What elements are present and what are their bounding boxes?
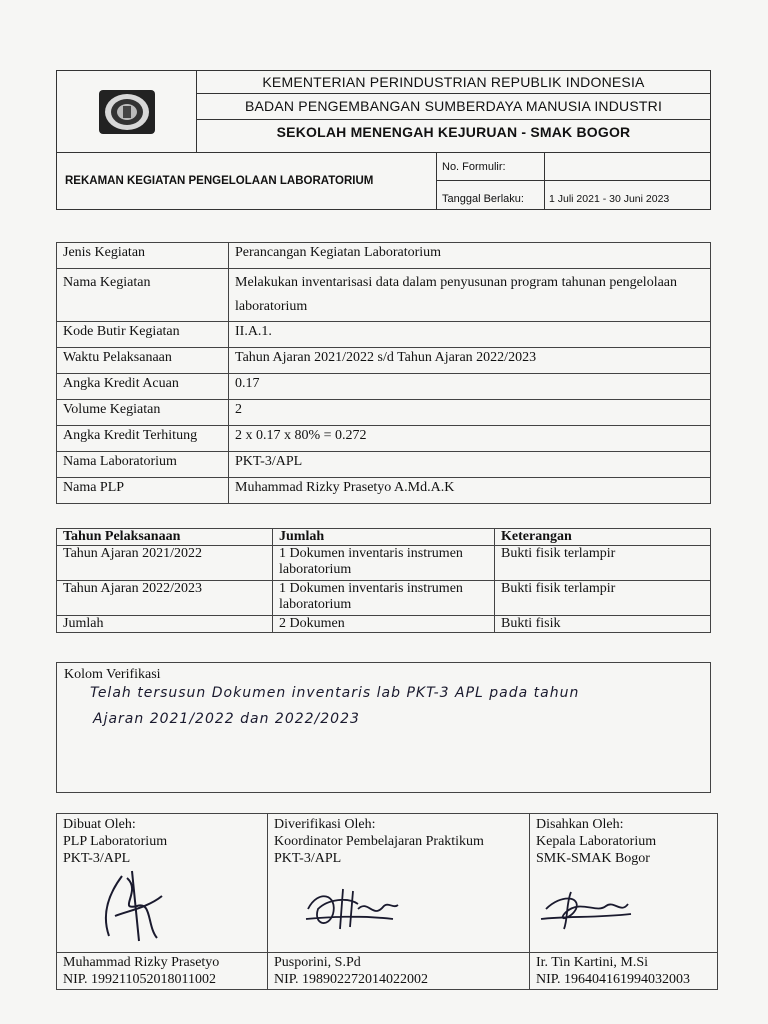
signer-title: Koordinator Pembelajaran Praktikum [274, 834, 484, 849]
document-header [56, 70, 711, 210]
detail-value: 0.17 [229, 374, 711, 400]
signer-title: Kepala Laboratorium [536, 834, 657, 849]
signer-nip: NIP. 196404161994032003 [536, 972, 691, 987]
table-cell: 2 Dokumen [273, 616, 495, 633]
school-logo-icon [96, 87, 158, 137]
signer-title: PLP Laboratorium [63, 834, 168, 849]
record-title: REKAMAN KEGIATAN PENGELOLAAN LABORATORIUM [57, 153, 437, 209]
table-cell: 1 Dokumen inventaris instrumen laboratorium [273, 581, 495, 616]
activity-details-table [56, 242, 711, 504]
agency-title: BADAN PENGEMBANGAN SUMBERDAYA MANUSIA INDUSTRI [244, 98, 663, 114]
signature-image [298, 879, 408, 939]
ministry-title: KEMENTERIAN PERINDUSTRIAN REPUBLIK INDONESIA [262, 74, 645, 90]
signer-nip: NIP. 198902272014022002 [274, 972, 429, 987]
table-header-row [57, 529, 711, 546]
signature-image [87, 866, 187, 946]
table-cell: Bukti fisik terlampir [495, 546, 711, 581]
signature-column-creator [57, 814, 268, 989]
detail-value: 2 [229, 400, 711, 426]
detail-row [57, 243, 711, 269]
detail-key: Kode Butir Kegiatan [57, 322, 229, 348]
signer-unit: PKT-3/APL [274, 851, 342, 866]
column-header: Keterangan [495, 529, 711, 546]
signer-unit: SMK-SMAK Bogor [536, 851, 650, 866]
form-number-label: No. Formulir: [437, 153, 545, 180]
detail-row [57, 400, 711, 426]
detail-row [57, 348, 711, 374]
signer-name: Ir. Tin Kartini, M.Si [536, 955, 649, 970]
detail-value: II.A.1. [229, 322, 711, 348]
detail-value: 2 x 0.17 x 80% = 0.272 [229, 426, 711, 452]
table-row [57, 616, 711, 633]
detail-value: Melakukan inventarisasi data dalam penyusunan program tahunan pengelolaan laboratorium [229, 269, 711, 322]
table-cell: Bukti fisik terlampir [495, 581, 711, 616]
valid-date-label: Tanggal Berlaku: [437, 181, 545, 209]
table-cell: Bukti fisik [495, 616, 711, 633]
detail-key: Angka Kredit Terhitung [57, 426, 229, 452]
column-header: Jumlah [273, 529, 495, 546]
detail-row [57, 452, 711, 478]
table-row [57, 581, 711, 616]
table-cell: Tahun Ajaran 2022/2023 [57, 581, 273, 616]
detail-key: Waktu Pelaksanaan [57, 348, 229, 374]
table-cell: Tahun Ajaran 2021/2022 [57, 546, 273, 581]
signer-name: Pusporini, S.Pd [274, 955, 361, 970]
table-cell: Jumlah [57, 616, 273, 633]
detail-value: Perancangan Kegiatan Laboratorium [229, 243, 711, 269]
signature-column-approver [530, 814, 717, 989]
detail-key: Angka Kredit Acuan [57, 374, 229, 400]
detail-key: Jenis Kegiatan [57, 243, 229, 269]
detail-row [57, 478, 711, 504]
detail-row [57, 322, 711, 348]
table-row [57, 546, 711, 581]
signer-unit: PKT-3/APL [63, 851, 131, 866]
detail-row [57, 374, 711, 400]
detail-key: Nama PLP [57, 478, 229, 504]
detail-row [57, 269, 711, 322]
detail-key: Nama Kegiatan [57, 269, 229, 322]
signer-role: Diverifikasi Oleh: [274, 817, 376, 832]
logo-cell [57, 71, 197, 153]
signer-name: Muhammad Rizky Prasetyo [63, 955, 220, 970]
verification-label: Kolom Verifikasi [64, 667, 161, 682]
signature-image [536, 884, 636, 934]
detail-key: Nama Laboratorium [57, 452, 229, 478]
handwritten-note-line1: Telah tersusun Dokumen inventaris lab PKT-3 APL pada tahun [90, 685, 580, 701]
detail-value: Muhammad Rizky Prasetyo A.Md.A.K [229, 478, 711, 504]
implementation-table [56, 528, 711, 633]
signer-nip: NIP. 199211052018011002 [63, 972, 216, 987]
detail-value: Tahun Ajaran 2021/2022 s/d Tahun Ajaran 2022/2023 [229, 348, 711, 374]
detail-row [57, 426, 711, 452]
school-title: SEKOLAH MENENGAH KEJURUAN - SMAK BOGOR [276, 124, 631, 140]
signer-role: Dibuat Oleh: [63, 817, 136, 832]
handwritten-note-line2: Ajaran 2021/2022 dan 2022/2023 [93, 711, 360, 727]
detail-key: Volume Kegiatan [57, 400, 229, 426]
valid-date-value: 1 Juli 2021 - 30 Juni 2023 [549, 193, 670, 205]
column-header: Tahun Pelaksanaan [57, 529, 273, 546]
signature-column-verifier [268, 814, 530, 989]
detail-value: PKT-3/APL [229, 452, 711, 478]
signer-role: Disahkan Oleh: [536, 817, 624, 832]
verification-box [56, 662, 711, 793]
table-cell: 1 Dokumen inventaris instrumen laboratorium [273, 546, 495, 581]
signature-table [56, 813, 718, 990]
